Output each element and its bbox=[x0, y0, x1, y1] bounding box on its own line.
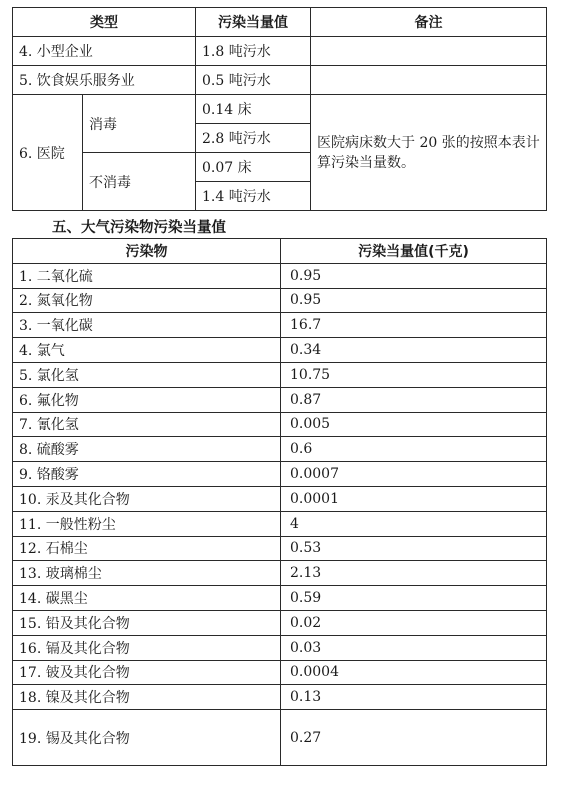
hospital-no-disinfect-water-value: 1.4 吨污水 bbox=[196, 182, 311, 211]
table-row bbox=[13, 387, 547, 412]
row-remark-empty bbox=[311, 37, 547, 66]
hospital-disinfect-bed-value: 0.14 床 bbox=[196, 95, 311, 124]
header-remarks: 备注 bbox=[311, 8, 547, 37]
table-row bbox=[13, 561, 547, 586]
pollutant-value: 0.27 bbox=[281, 710, 547, 766]
table-row bbox=[13, 486, 547, 511]
pollutant-name: 7. 氰化氢 bbox=[13, 412, 281, 437]
pollutant-name: 10. 汞及其化合物 bbox=[13, 486, 281, 511]
table-row bbox=[13, 610, 547, 635]
pollutant-name: 16. 镉及其化合物 bbox=[13, 635, 281, 660]
table-row bbox=[13, 338, 547, 363]
pollutant-name: 11. 一般性粉尘 bbox=[13, 511, 281, 536]
pollutant-name: 2. 氮氧化物 bbox=[13, 288, 281, 313]
hospital-disinfect-water-value: 2.8 吨污水 bbox=[196, 124, 311, 153]
hospital-no-disinfect-label: 不消毒 bbox=[83, 153, 196, 211]
pollutant-name: 19. 锡及其化合物 bbox=[13, 710, 281, 766]
hospital-no-disinfect-bed-value: 0.07 床 bbox=[196, 153, 311, 182]
table-row bbox=[13, 37, 547, 66]
table-row bbox=[13, 635, 547, 660]
pollutant-value: 0.03 bbox=[281, 635, 547, 660]
pollutant-value: 0.95 bbox=[281, 263, 547, 288]
table-row bbox=[13, 536, 547, 561]
table-row bbox=[13, 263, 547, 288]
section-title: 五、大气污染物污染当量值 bbox=[52, 220, 226, 236]
pollutant-name: 12. 石棉尘 bbox=[13, 536, 281, 561]
pollutant-value: 10.75 bbox=[281, 362, 547, 387]
pollutant-name: 8. 硫酸雾 bbox=[13, 437, 281, 462]
pollutant-value: 0.95 bbox=[281, 288, 547, 313]
pollutant-value: 4 bbox=[281, 511, 547, 536]
pollutant-value: 0.53 bbox=[281, 536, 547, 561]
table-row bbox=[13, 660, 547, 685]
table-row bbox=[13, 95, 547, 124]
pollutant-value: 0.6 bbox=[281, 437, 547, 462]
header-pollutant: 污染物 bbox=[13, 239, 281, 264]
header-equivalent-value: 污染当量值 bbox=[196, 8, 311, 37]
table-header-row bbox=[13, 8, 547, 37]
row-value-small-enterprise: 1.8 吨污水 bbox=[196, 37, 311, 66]
pollutant-name: 13. 玻璃棉尘 bbox=[13, 561, 281, 586]
pollutant-name: 3. 一氧化碳 bbox=[13, 313, 281, 338]
header-equivalent-kg: 污染当量值(千克) bbox=[281, 239, 547, 264]
pollutant-name: 18. 镍及其化合物 bbox=[13, 685, 281, 710]
table-row bbox=[13, 685, 547, 710]
table-row bbox=[13, 288, 547, 313]
header-type: 类型 bbox=[13, 8, 196, 37]
pollutant-value: 0.59 bbox=[281, 586, 547, 611]
pollutant-value: 0.005 bbox=[281, 412, 547, 437]
pollutant-value: 16.7 bbox=[281, 313, 547, 338]
pollutant-value: 0.0001 bbox=[281, 486, 547, 511]
pollutant-value: 0.13 bbox=[281, 685, 547, 710]
pollutant-name: 1. 二氧化硫 bbox=[13, 263, 281, 288]
row-label-small-enterprise: 4. 小型企业 bbox=[13, 37, 196, 66]
pollutant-name: 17. 铍及其化合物 bbox=[13, 660, 281, 685]
pollutant-name: 5. 氯化氢 bbox=[13, 362, 281, 387]
pollutant-value: 0.87 bbox=[281, 387, 547, 412]
pollutant-name: 6. 氟化物 bbox=[13, 387, 281, 412]
table-row bbox=[13, 710, 547, 766]
pollutant-value: 2.13 bbox=[281, 561, 547, 586]
pollutant-name: 9. 铬酸雾 bbox=[13, 462, 281, 487]
hospital-disinfect-label: 消毒 bbox=[83, 95, 196, 153]
air-pollutant-table bbox=[12, 238, 547, 766]
table-row bbox=[13, 437, 547, 462]
pollutant-value: 0.0004 bbox=[281, 660, 547, 685]
pollutant-value: 0.0007 bbox=[281, 462, 547, 487]
pollutant-value: 0.02 bbox=[281, 610, 547, 635]
row-label-hospital: 6. 医院 bbox=[13, 95, 83, 211]
pollutant-value: 0.34 bbox=[281, 338, 547, 363]
table-row bbox=[13, 462, 547, 487]
table-row bbox=[13, 362, 547, 387]
row-remark-empty bbox=[311, 66, 547, 95]
table-row bbox=[13, 586, 547, 611]
table-row bbox=[13, 66, 547, 95]
table-row bbox=[13, 412, 547, 437]
pollutant-name: 14. 碳黑尘 bbox=[13, 586, 281, 611]
table-row bbox=[13, 313, 547, 338]
water-pollutant-table bbox=[12, 7, 547, 211]
row-label-catering: 5. 饮食娱乐服务业 bbox=[13, 66, 196, 95]
hospital-remark: 医院病床数大于 20 张的按照本表计算污染当量数。 bbox=[311, 95, 547, 211]
table-header-row bbox=[13, 239, 547, 264]
table-row bbox=[13, 511, 547, 536]
row-value-catering: 0.5 吨污水 bbox=[196, 66, 311, 95]
pollutant-name: 4. 氯气 bbox=[13, 338, 281, 363]
pollutant-name: 15. 铅及其化合物 bbox=[13, 610, 281, 635]
